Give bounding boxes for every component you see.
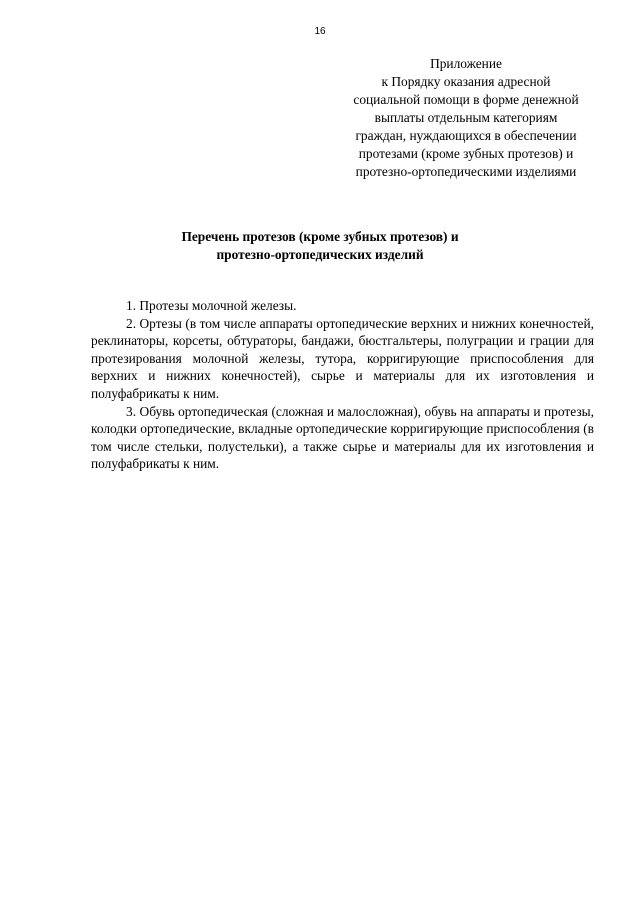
page-number: 16 <box>314 26 326 37</box>
appendix-line: Приложение <box>430 56 502 71</box>
list-item: 3. Обувь ортопедическая (сложная и малосложная), обувь на аппараты и протезы, колодки ортопедические, вкладные ортопедические корригирующие приспособления (в том числе стельки, полустельки), а также сырье и материалы для их изготовления и полуфабрикаты к ним. <box>91 403 594 472</box>
title-line: Перечень протезов (кроме зубных протезов) и <box>181 229 459 244</box>
list-item: 2. Ортезы (в том числе аппараты ортопедические верхних и нижних конечностей, реклинаторы, корсеты, обтураторы, бандажи, бюстгальтеры, полуграции и грации для протезирования молочной железы, тутора, корригирующие приспособления для верхних и нижних конечностей), сырье и материалы для их изготовления и полуфабрикаты к ним. <box>91 315 594 401</box>
appendix-line: протезно-ортопедическими изделиями <box>355 164 577 179</box>
appendix-line: социальной помощи в форме денежной <box>353 92 579 107</box>
document-title <box>0 228 640 264</box>
title-line: протезно-ортопедических изделий <box>216 247 424 262</box>
appendix-line: граждан, нуждающихся в обеспечении <box>355 128 577 143</box>
list-item: 1. Протезы молочной железы. <box>126 298 297 313</box>
items-list <box>91 297 594 473</box>
appendix-line: к Порядку оказания адресной <box>381 74 551 89</box>
appendix-line: протезами (кроме зубных протезов) и <box>358 146 574 161</box>
appendix-block <box>328 55 604 181</box>
appendix-line: выплаты отдельным категориям <box>374 110 558 125</box>
